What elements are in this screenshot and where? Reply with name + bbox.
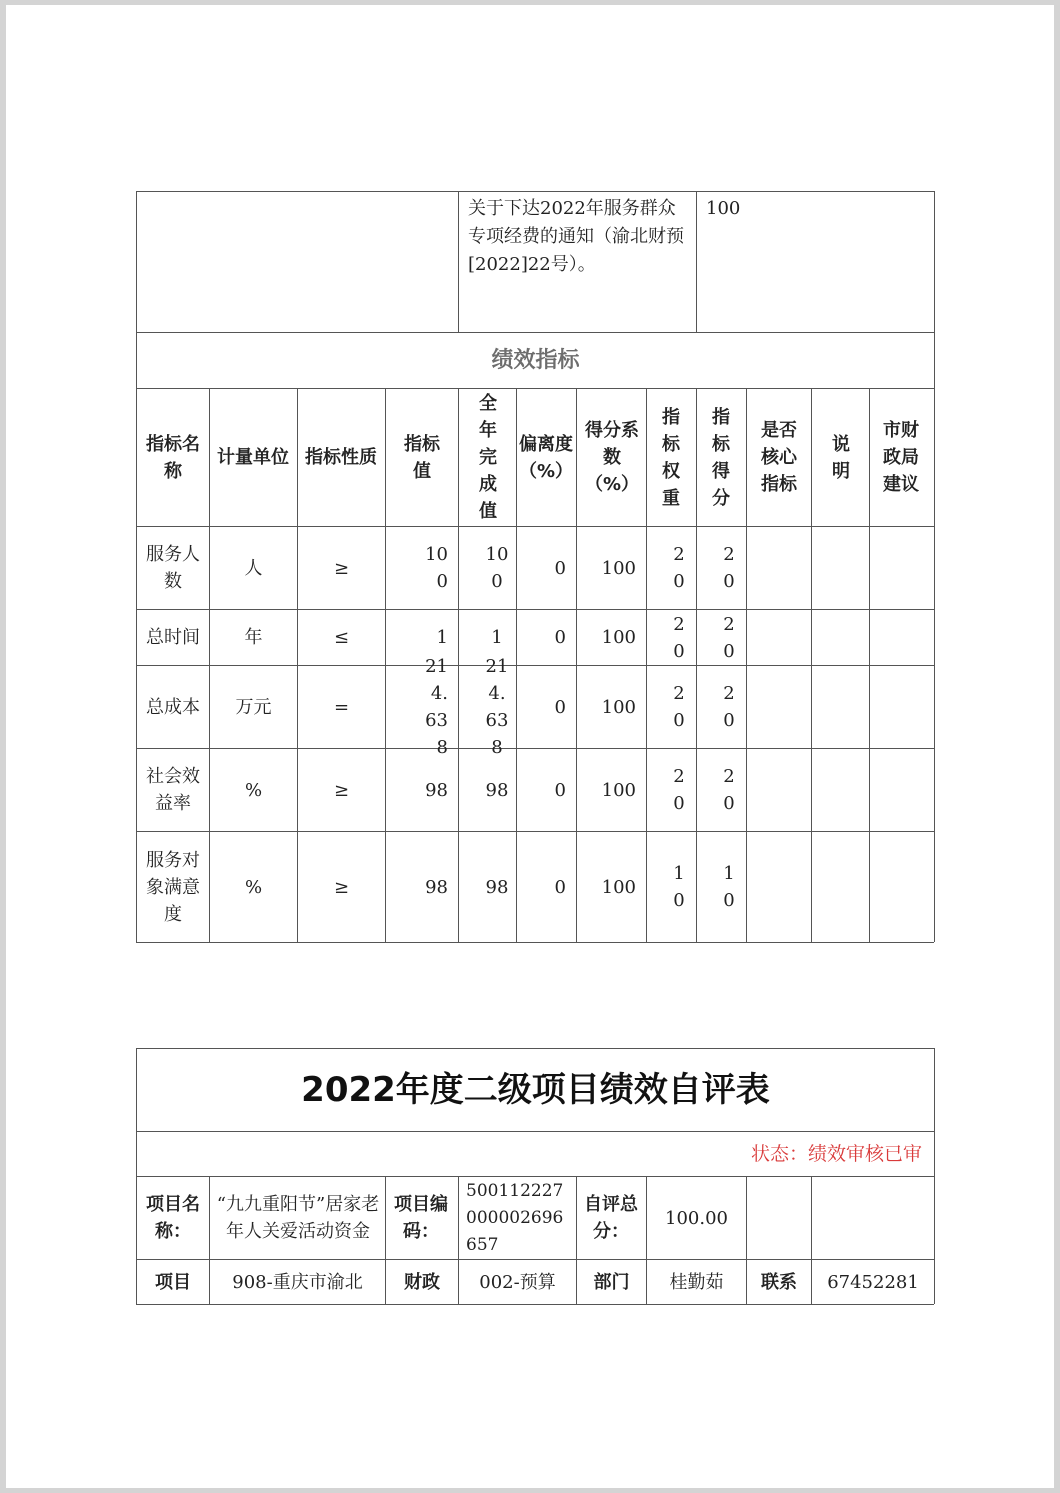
dept-label: 部门: [593, 1271, 630, 1293]
row-2-suggest: [870, 610, 934, 665]
header-note: 说明: [832, 433, 850, 482]
row-2-weight: 20: [673, 613, 685, 662]
row-4-suggest: [870, 749, 934, 831]
row-1-suggest: [870, 527, 934, 609]
row-4-coef: 100: [601, 779, 636, 801]
row-3-score: 20: [723, 683, 735, 731]
row-2-coef: 100: [601, 627, 636, 648]
section-title: 绩效指标: [491, 348, 580, 373]
project-name: “九九重阳节”居家老年人关爱活动资金: [216, 1194, 380, 1242]
row-4-unit: %: [244, 779, 263, 801]
row-4-actual: 98: [485, 779, 509, 801]
header-deviation: 偏离度（%）: [518, 433, 574, 482]
header-value: 指标值: [404, 433, 440, 482]
row-1-unit: 人: [244, 557, 263, 579]
row-1-name: 服务人数: [146, 544, 200, 592]
total-score: 100.00: [665, 1207, 728, 1229]
row-5-deviation: 0: [554, 876, 566, 898]
row-2-deviation: 0: [554, 627, 566, 648]
row-2-score: 20: [723, 613, 735, 662]
form-title: 2022年度二级项目绩效自评表: [301, 1069, 770, 1110]
header-nature: 指标性质: [305, 447, 377, 468]
row-1-nature: ≥: [333, 557, 350, 579]
finance-value: 002-预算: [479, 1271, 556, 1293]
row-1-core: [747, 527, 811, 609]
header-score: 指标得分: [712, 406, 730, 509]
row-3-nature: =: [333, 696, 350, 718]
row-3-value: 214.638: [425, 656, 448, 758]
row-4-nature: ≥: [333, 779, 350, 801]
row-5-note: [812, 832, 869, 942]
row-5-coef: 100: [601, 876, 636, 898]
row-5-score: 10: [723, 863, 735, 911]
row-4-core: [747, 749, 811, 831]
row-1-score: 20: [723, 544, 735, 592]
row-3-unit: 万元: [235, 696, 272, 718]
row-2-unit: 年: [244, 627, 263, 648]
dept-value: 桂勤茹: [669, 1271, 724, 1293]
header-core: 是否核心指标: [761, 420, 797, 495]
row-5-core: [747, 832, 811, 942]
row-1-deviation: 0: [554, 557, 566, 579]
row-1-weight: 20: [673, 544, 685, 592]
row-4-note: [812, 749, 869, 831]
project-name-label: 项目名称：: [146, 1194, 200, 1242]
header-actual: 全年完成值: [479, 393, 497, 522]
header-coef: 得分系数（%）: [584, 420, 640, 495]
row-3-name: 总成本: [146, 696, 200, 718]
row-2-name: 总时间: [146, 627, 200, 648]
row-2-value: 1: [436, 627, 448, 648]
row-4-name: 社会效益率: [146, 766, 200, 814]
row-5-nature: ≥: [333, 876, 350, 898]
header-name: 指标名称: [146, 433, 200, 482]
header-weight: 指标权重: [662, 406, 680, 509]
project-value: 908-重庆市渝北: [232, 1271, 363, 1293]
project-code-label: 项目编码：: [394, 1194, 448, 1242]
row-2-note: [812, 610, 869, 665]
basis-text: 关于下达2022年服务群众专项经费的通知（渝北财预[2022]22号）。: [468, 198, 684, 275]
row-5-unit: %: [244, 876, 263, 898]
row-2-nature: ≤: [333, 627, 350, 648]
row-2-actual: 1: [491, 627, 503, 648]
total-score-label: 自评总分：: [584, 1194, 638, 1242]
status-badge: 状态：绩效审核已审: [750, 1142, 922, 1165]
row-4-weight: 20: [673, 766, 685, 814]
row-3-core: [747, 666, 811, 748]
row-5-weight: 10: [673, 863, 685, 911]
project-code: 500112227000002696657: [466, 1180, 564, 1255]
row-5-actual: 98: [485, 876, 509, 898]
document-page: [6, 5, 1054, 1488]
basis-score: 100: [706, 198, 741, 219]
row-3-suggest: [870, 666, 934, 748]
row-1-actual: 100: [485, 544, 509, 592]
project-label: 项目: [155, 1271, 191, 1293]
row-5-suggest: [870, 832, 934, 942]
contact-label: 联系: [761, 1271, 797, 1293]
row-1-value: 100: [425, 544, 448, 592]
row-5-value: 98: [425, 876, 448, 898]
header-unit: 计量单位: [217, 447, 289, 468]
row-3-coef: 100: [601, 696, 636, 718]
row-5-name: 服务对象满意度: [146, 849, 200, 925]
row-4-deviation: 0: [554, 779, 566, 801]
header-suggest: 市财政局建议: [883, 420, 919, 495]
row-3-actual: 214.638: [485, 656, 509, 758]
row-1-coef: 100: [601, 557, 636, 579]
row-3-weight: 20: [673, 683, 685, 731]
row-3-note: [812, 666, 869, 748]
row-2-core: [747, 610, 811, 665]
row-4-value: 98: [425, 779, 448, 801]
row-4-score: 20: [723, 766, 735, 814]
row-3-deviation: 0: [554, 696, 566, 718]
contact-value: 67452281: [827, 1271, 919, 1293]
finance-label: 财政: [404, 1271, 440, 1293]
row-1-note: [812, 527, 869, 609]
